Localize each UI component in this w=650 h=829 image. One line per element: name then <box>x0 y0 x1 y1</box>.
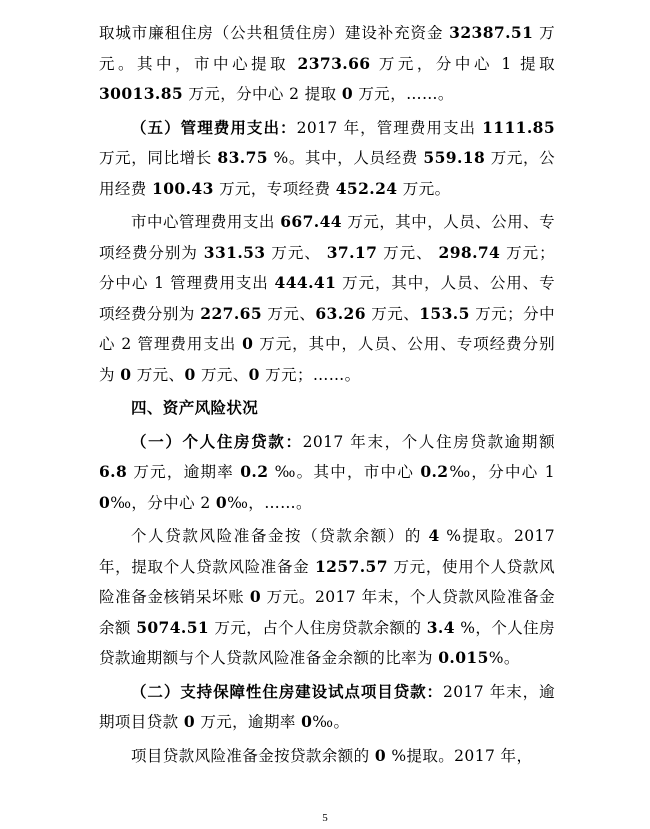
text: 万元；分中心 1 管理费用支出 <box>99 243 556 292</box>
bold-text: 0 <box>301 712 313 731</box>
bold-text: 100.43 <box>152 178 214 198</box>
paragraph <box>99 427 555 519</box>
bold-text: 667.44 <box>280 212 342 231</box>
text: 万元、 <box>262 304 316 323</box>
bold-text: 83.75 <box>217 148 268 167</box>
text: 万元，分中心 2 提取 <box>183 85 342 103</box>
bold-text: 4 <box>428 526 440 545</box>
bold-text: 1257.57 <box>314 556 388 576</box>
text: 万元，……。 <box>353 85 454 103</box>
text: 万元、 <box>195 365 249 384</box>
text: 万元、 <box>265 243 327 262</box>
text: 万元，逾期率 <box>127 463 241 481</box>
bold-text: 0 <box>184 364 196 384</box>
bold-text: 0 <box>120 364 132 384</box>
text: ‰，……。 <box>227 493 312 512</box>
bold-text: 0 <box>374 745 387 765</box>
text: 市中心管理费用支出 <box>131 213 281 231</box>
paragraph <box>99 18 555 110</box>
bold-text: 331.53 <box>203 242 266 262</box>
bold-text: （二）支持保障性住房建设试点项目贷款： <box>131 681 443 701</box>
paragraph <box>99 677 555 738</box>
bold-text: 32387.51 <box>449 23 534 42</box>
paragraph <box>99 113 555 205</box>
bold-text: 四、资产风险状况 <box>131 398 259 417</box>
text: 2017 年，管理费用支出 <box>296 118 483 137</box>
bold-text: 2373.66 <box>297 53 371 73</box>
bold-text: 452.24 <box>335 178 398 198</box>
paragraph <box>99 741 555 772</box>
text: 万元，占个人住房贷款余额的 <box>209 618 427 637</box>
bold-text: 30013.85 <box>99 84 184 103</box>
text: 万元，逾期率 <box>195 713 302 731</box>
bold-text: 0.015 <box>438 648 489 667</box>
bold-text: 0 <box>99 492 111 512</box>
text: %。其中，人员经费 <box>267 149 424 167</box>
bold-text: 298.74 <box>438 242 501 262</box>
text: ‰。其中，市中心 <box>268 463 421 481</box>
bold-text: 5074.51 <box>136 617 210 637</box>
text: %，个人住房贷款逾期额与个人贷款风险准备金余额的比率为 <box>99 618 555 667</box>
paragraph <box>99 521 555 674</box>
bold-text: 1111.85 <box>482 117 555 137</box>
text: 万元，分中心 1 提取 <box>370 54 555 73</box>
paragraph <box>99 207 555 390</box>
text: 万元，专项经费 <box>213 179 336 198</box>
bold-text: 153.5 <box>419 303 470 323</box>
bold-text: 0.2 <box>240 462 269 481</box>
text: 万元，使用个人贷款风险准备金核销呆坏账 <box>99 557 556 606</box>
document-page <box>99 18 555 771</box>
text: 万元。 <box>397 179 451 198</box>
text: 2017 年末，逾期项目贷款 <box>99 682 555 731</box>
text: %。 <box>488 649 520 667</box>
bold-text: 0 <box>341 84 354 103</box>
text: ‰，分中心 2 <box>110 493 216 512</box>
bold-text: 0 <box>248 364 260 384</box>
text: 万元，其中，人员、公用、专项经费分别为 <box>99 274 555 323</box>
text: 万元，公用经费 <box>99 149 555 198</box>
text: %提取。2017 年， <box>386 746 533 765</box>
text: 万元；分中心 2 管理费用支出 <box>99 304 556 353</box>
text: 项目贷款风险准备金按贷款余额的 <box>131 746 375 765</box>
text: 万元，其中，人员、公用、专项经费分别为 <box>99 335 556 384</box>
bold-text: 6.8 <box>99 462 128 481</box>
text: %提取。2017 年，提取个人贷款风险准备金 <box>99 527 556 576</box>
bold-text: 227.65 <box>200 303 263 323</box>
text: 万元、 <box>365 304 420 323</box>
text: 万元、 <box>131 365 185 384</box>
bold-text: 559.18 <box>423 148 486 167</box>
bold-text: 3.4 <box>426 617 455 637</box>
bold-text: 444.41 <box>274 273 337 292</box>
text: 个人贷款风险准备金按（贷款余额）的 <box>131 527 429 545</box>
text: ‰，分中心 1 <box>448 463 555 481</box>
bold-text: 0 <box>249 587 261 606</box>
text: 万元；……。 <box>259 365 361 384</box>
bold-text: （五）管理费用支出： <box>131 117 297 137</box>
bold-text: （一）个人住房贷款： <box>131 431 303 451</box>
bold-text: 63.26 <box>315 303 366 323</box>
text: 万元，其中，人员、公用、专项经费分别为 <box>99 213 555 262</box>
bold-text: 0.2 <box>420 462 449 481</box>
bold-text: 0 <box>183 712 196 731</box>
paragraph <box>99 393 555 424</box>
bold-text: 0 <box>242 334 254 353</box>
bold-text: 0 <box>215 492 228 512</box>
text: 万元。2017 年末，个人贷款风险准备金余额 <box>99 588 555 637</box>
text: 2017 年末，个人住房贷款逾期额 <box>302 432 555 451</box>
text: 万元。其中，市中心提取 <box>99 24 555 73</box>
text: 万元，同比增长 <box>99 149 218 167</box>
text: 万元、 <box>377 243 439 262</box>
text: 取城市廉租住房（公共租赁住房）建设补充资金 <box>99 24 450 42</box>
text: ‰。 <box>312 713 350 731</box>
page-number: 5 <box>322 812 328 824</box>
bold-text: 37.17 <box>326 242 378 262</box>
